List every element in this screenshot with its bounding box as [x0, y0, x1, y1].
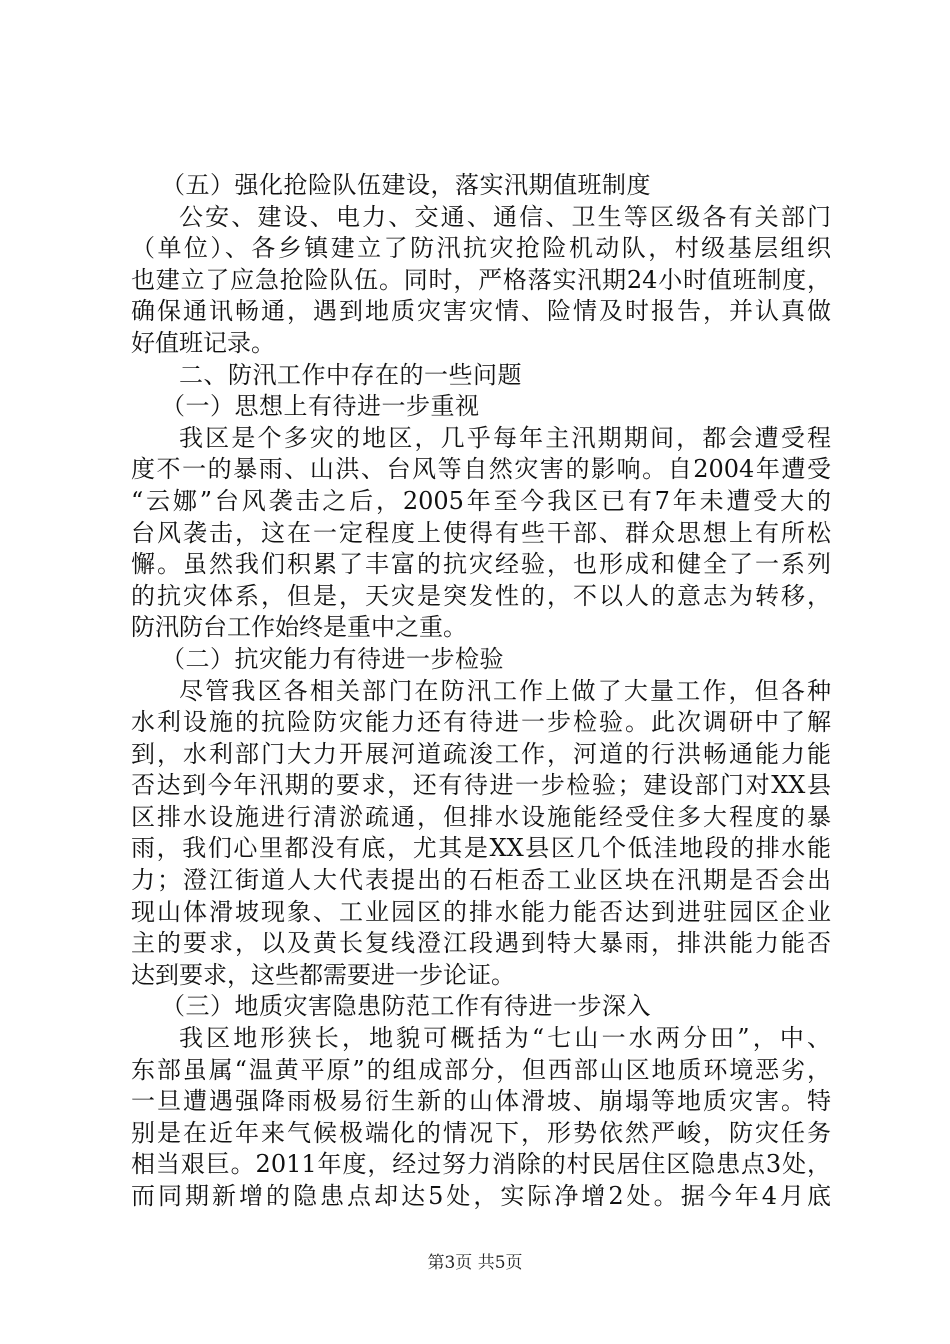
text-line: 达到要求，这些都需要进一步论证。 [131, 960, 515, 989]
text-line: 度不一的暴雨、山洪、台风等自然灾害的影响。自2004年遭受 [131, 455, 831, 484]
text-line: 懈。虽然我们积累了丰富的抗灾经验，也形成和健全了一系列 [131, 550, 831, 579]
text-line: 而同期新增的隐患点却达5处，实际净增2处。据今年4月底 [131, 1182, 831, 1210]
text-line: 相当艰巨。2011年度，经过努力消除的村民居住区隐患点3处， [131, 1150, 831, 1179]
text-line: 也建立了应急抢险队伍。同时，严格落实汛期24小时值班制度， [131, 265, 831, 294]
section-heading [131, 360, 831, 392]
paragraph [131, 202, 831, 360]
subsection-heading [131, 644, 831, 676]
text-line: （单位）、各乡镇建立了防汛抗灾抢险机动队，村级基层组织 [131, 234, 831, 263]
subsection-heading [131, 391, 831, 423]
page-footer: 第3页 共5页 [427, 1253, 523, 1273]
text-line: 力；澄江街道人大代表提出的石柜岙工业区块在汛期是否会出 [131, 866, 831, 895]
text-line: （二）抗灾能力有待进一步检验 [161, 644, 504, 673]
text-line: 防汛防台工作始终是重中之重。 [131, 613, 467, 642]
text-line: 我区是个多灾的地区，几乎每年主汛期期间，都会遭受程 [179, 423, 831, 452]
text-line: 确保通讯畅通，遇到地质灾害灾情、险情及时报告，并认真做 [131, 297, 831, 326]
text-line: 到，水利部门大力开展河道疏浚工作，河道的行洪畅通能力能 [131, 739, 831, 768]
text-line: （一）思想上有待进一步重视 [161, 392, 480, 421]
text-line: “云娜”台风袭击之后，2005年至今我区已有7年未遭受大的 [131, 486, 831, 515]
text-line: （五）强化抢险队伍建设，落实汛期值班制度 [161, 171, 651, 199]
text-line: 公安、建设、电力、交通、通信、卫生等区级各有关部门 [179, 202, 831, 231]
text-line: 一旦遭遇强降雨极易衍生新的山体滑坡、崩塌等地质灾害。特 [131, 1087, 831, 1116]
text-line: 好值班记录。 [131, 328, 275, 357]
text-line: 尽管我区各相关部门在防汛工作上做了大量工作，但各种 [179, 676, 831, 705]
paragraph [131, 423, 831, 644]
text-line: 否达到今年汛期的要求，还有待进一步检验；建设部门对XX县 [131, 771, 831, 800]
text-line: 雨，我们心里都没有底，尤其是XX县区几个低洼地段的排水能 [131, 834, 831, 863]
text-line: 区排水设施进行清淤疏通，但排水设施能经受住多大程度的暴 [131, 802, 831, 831]
document-body [131, 170, 831, 1213]
text-line: （三）地质灾害隐患防范工作有待进一步深入 [161, 992, 651, 1021]
text-line: 台风袭击，这在一定程度上使得有些干部、群众思想上有所松 [131, 518, 831, 547]
subsection-heading [131, 991, 831, 1023]
text-line: 别是在近年来气候极端化的情况下，形势依然严峻，防灾任务 [131, 1118, 831, 1147]
text-line: 水利设施的抗险防灾能力还有待进一步检验。此次调研中了解 [131, 708, 831, 737]
text-line: 主的要求，以及黄长复线澄江段遇到特大暴雨，排洪能力能否 [131, 929, 831, 958]
text-line: 的抗灾体系，但是，天灾是突发性的，不以人的意志为转移， [131, 581, 831, 610]
text-line: 二、防汛工作中存在的一些问题 [179, 360, 522, 389]
text-line: 我区地形狭长，地貌可概括为“七山一水两分田”，中、 [179, 1024, 831, 1053]
paragraph [131, 1023, 831, 1213]
text-line: 东部虽属“温黄平原”的组成部分，但西部山区地质环境恶劣， [131, 1055, 831, 1084]
text-line: 现山体滑坡现象、工业园区的排水能力能否达到进驻园区企业 [131, 897, 831, 926]
paragraph [131, 676, 831, 992]
subsection-heading [131, 170, 831, 202]
